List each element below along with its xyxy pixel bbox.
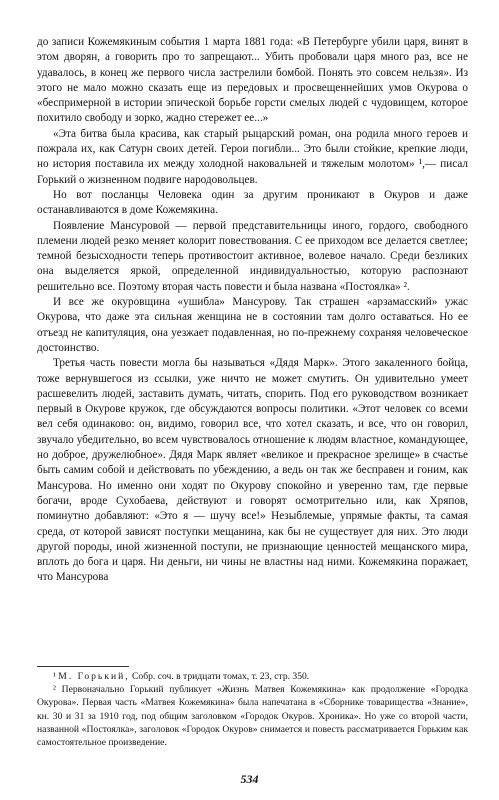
footnote	[37, 670, 468, 683]
paragraph: Появление Мансуровой — первой представительницы иного, гордого, свободного племени людей резко меняет колорит повествования. С ее приходом все делается светлее; темной безысходности теперь противостоит активное, волевое начало. Среди безликих она выделяется яркой, определенной индивидуальностью, которую распознают решительно все. Поэтому вторая часть повести и была названа «Постоялка» ².	[37, 219, 468, 293]
main-text	[37, 35, 468, 586]
footnote-author: М. Горький,	[58, 671, 130, 682]
footnote-divider	[37, 666, 129, 667]
footnote-mark: ¹	[53, 671, 56, 682]
paragraph: Третья часть повести могла бы называться «Дядя Марк». Этого закаленного бойца, тоже вернувшегося из ссылки, уже ничто не может смутить. Он удивительно умеет расшевелить людей, заставить думать, читать, спорить. Под его руководством возникает первый в Окурове кружок, где обсуждаются вопросы политики. «Этот человек со всеми вел себя одинаково: он, видимо, говорил все, что хотел сказать, и все, что он говорил, звучало убедительно, во всем чувствовалось отношение к людям властное, командующее, но доброе, дружелюбное». Дядя Марк являет «великое и прекрасное зрелище» в счастье быть самим собой и действовать по убеждению, а ведь он так же бесправен и гоним, как Мансурова. Но именно они ходят по Окурову спокойно и уверенно там, где первые богачи, вроде Сухобаева, действуют и говорят осмотрительно или, как Хряпов, поминутно добавляют: «Это я — шучу все!» Незыблемые, упрямые факты, та самая среда, от которой зависят поступки мещанина, как бы не существует для них. Это люди другой породы, иной жизненной поступи, не признающие ценностей мещанского мира, вплоть до бога и царя. Ни деньги, ни чины не властны над ними. Кожемякина поражает, что Мансурова	[37, 357, 468, 584]
footnote-mark: ²	[53, 684, 56, 696]
paragraph: «Эта битва была красива, как старый рыцарский роман, она родила много героев и пожрала их, как Сатурн своих детей. Герои погибли... Это были стойкие, крепкие люди, но история поставила их между холодной наковальней и тяжелым молотом» ¹,— писал Горький о жизненном подвиге народовольцев.	[37, 127, 468, 186]
footnote-text: Первоначально Горький публикует «Жизнь Матвея Кожемякина» как продолжение «Городка Окурова». Первая часть «Матвея Кожемякина» была напечатана в «Сборнике товарищества «Знание», кн. 30 и 31 за 1910 год, под общим заголовком «Городок Окуров. Хроника». Но уже со второй части, названной «Постоялка», заголовок «Городок Окуров» снимается и повесть рассматривается Горьким как самостоятельное произведение.	[37, 684, 468, 749]
footnote	[37, 683, 468, 749]
paragraph: до записи Кожемякиным события 1 марта 1881 года: «В Петербурге убили царя, винят в этом дворян, а говорить про то запрещают... Убить пробовали царя много раз, все не удавалось, в конец же первого числа застрелили бомбой. Понять это совсем нельзя». Из этого не мало можно сказать еще из передовых и просвещеннейших умов Окурова о «беспримерной в истории эпической борьбе горсти смелых людей с чудовищем, которое похитило свободу и зорко, жадно стережет ее...»	[37, 36, 468, 125]
page-number: 534	[240, 772, 259, 786]
paragraph: И все же окуровщина «ушибла» Мансурову. Так страшен «арзамасский» ужас Окурова, что даже эта сильная женщина не в состоянии там долго оставаться. Но ее отъезд не капитуляция, она уезжает подавленная, но по-прежнему сохраняя человеческое достоинство.	[37, 296, 468, 354]
paragraph: Но вот посланцы Человека один за другим проникают в Окуров и даже останавливаются в доме Кожемякина.	[37, 188, 468, 217]
footnote-text: Собр. соч. в тридцати томах, т. 23, стр. 350.	[132, 671, 310, 682]
footnotes	[37, 670, 468, 749]
